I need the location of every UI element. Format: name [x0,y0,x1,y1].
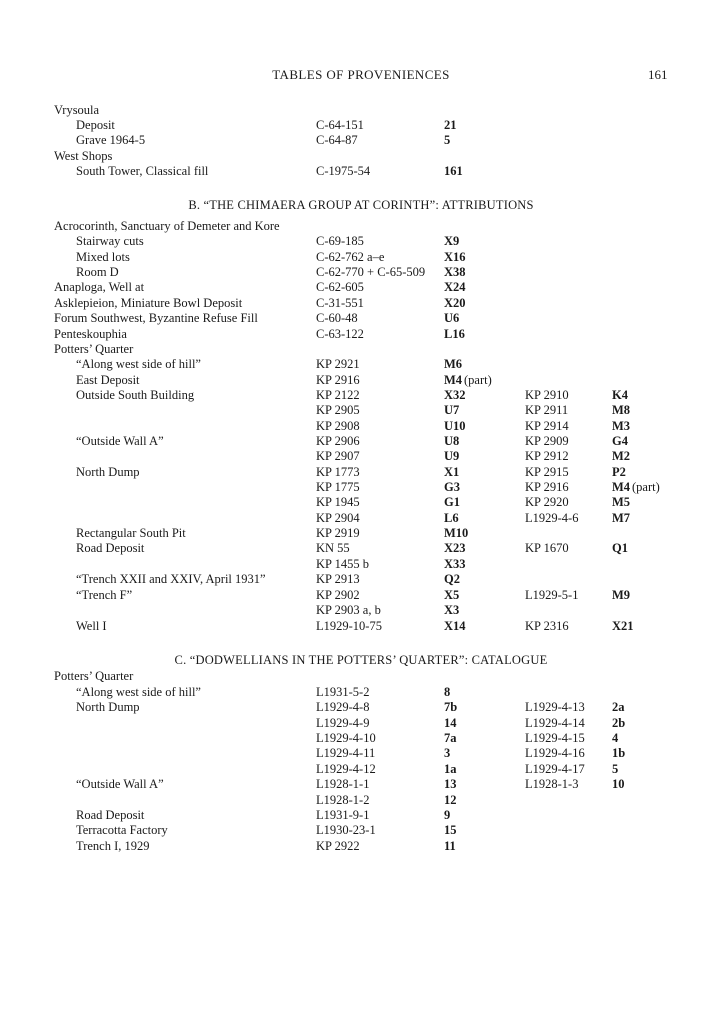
provenience-label: “Along west side of hill” [76,357,201,371]
provenience-label: Acrocorinth, Sanctuary of Demeter and Kore [54,219,280,233]
catalogue-number: U8 [444,434,460,448]
provenience-label: South Tower, Classical fill [76,164,209,178]
inventory-number: KP 2903 a, b [316,603,381,617]
table-row [0,234,722,250]
catalogue-number: X20 [444,296,466,310]
table-row [0,823,722,839]
catalogue-number: M4 [444,373,463,387]
inventory-number-2: KP 2920 [525,495,569,509]
catalogue-number-2: M2 [612,449,631,463]
catalogue-number: X1 [444,465,460,479]
table-row [0,839,722,855]
table-row [0,133,722,149]
catalogue-number-2: M9 [612,588,631,602]
table-row [0,669,722,685]
inventory-number: L1929-4-8 [316,700,370,714]
section-b-heading: B. “THE CHIMAERA GROUP AT CORINTH”: ATTRIBUTIONS [188,198,534,212]
provenience-label: North Dump [76,700,140,714]
table-row [0,480,722,496]
provenience-label: Road Deposit [76,541,145,555]
inventory-number-2: L1929-4-13 [525,700,585,714]
inventory-number-2: L1929-4-15 [525,731,585,745]
inventory-number: L1929-4-9 [316,716,370,730]
catalogue-number: 5 [444,133,451,147]
catalogue-number: 13 [444,777,457,791]
catalogue-number: X14 [444,619,466,633]
provenience-label: “Trench F” [76,588,133,602]
table-row [0,449,722,465]
catalogue-number-2: 10 [612,777,625,791]
inventory-number: KP 1455 b [316,557,370,571]
inventory-number: C-62-770 + C-65-509 [316,265,426,279]
catalogue-number: 1a [444,762,457,776]
provenience-label: Trench I, 1929 [76,839,150,853]
table-row [0,219,722,235]
provenience-label: Anaploga, Well at [54,280,145,294]
table-row [0,388,722,404]
table-row [0,511,722,527]
part-note: (part) [464,373,492,387]
catalogue-number-2: M4 [612,480,631,494]
table-row [0,588,722,604]
inventory-number: C-69-185 [316,234,364,248]
inventory-number: C-60-48 [316,311,358,325]
inventory-number-2: KP 2912 [525,449,569,463]
provenience-label: Potters’ Quarter [54,342,134,356]
inventory-number: KP 1945 [316,495,360,509]
inventory-number-2: L1929-4-16 [525,746,585,760]
provenience-label: Terracotta Factory [76,823,168,837]
inventory-number: KP 2905 [316,403,360,417]
catalogue-number: 21 [444,118,457,132]
table-row [0,103,722,119]
table-row [0,746,722,762]
inventory-number-2: KP 2915 [525,465,569,479]
catalogue-number-2: Q1 [612,541,628,555]
table-row [0,731,722,747]
catalogue-number-2: M7 [612,511,631,525]
table-row [0,603,722,619]
section-c-heading: C. “DODWELLIANS IN THE POTTERS’ QUARTER”: CATALOGUE [174,653,548,667]
catalogue-number: U7 [444,403,460,417]
catalogue-number: 3 [444,746,451,760]
inventory-number: KP 2906 [316,434,360,448]
provenience-label: Room D [76,265,119,279]
inventory-number-2: L1929-5-1 [525,588,579,602]
inventory-number: KP 2908 [316,419,360,433]
table-row [0,164,722,180]
inventory-number: KP 2919 [316,526,360,540]
catalogue-number: X24 [444,280,466,294]
catalogue-number: 7a [444,731,457,745]
provenience-label: Well I [76,619,107,633]
table-row [0,762,722,778]
table-row [0,342,722,358]
inventory-number: L1929-4-12 [316,762,376,776]
catalogue-number: L6 [444,511,459,525]
inventory-number: C-64-151 [316,118,364,132]
table-row [0,118,722,134]
catalogue-number: X5 [444,588,460,602]
table-row [0,619,722,635]
catalogue-number: X38 [444,265,466,279]
catalogue-number: 14 [444,716,457,730]
inventory-number-2: KP 2909 [525,434,569,448]
catalogue-number: X23 [444,541,466,555]
table-row [0,557,722,573]
table-row [0,685,722,701]
inventory-number: KP 2916 [316,373,360,387]
table-row [0,434,722,450]
table-row [0,526,722,542]
provenience-label: Outside South Building [76,388,195,402]
inventory-number-2: KP 2316 [525,619,569,633]
catalogue-number-2: 4 [612,731,619,745]
table-row [0,495,722,511]
catalogue-number-2: K4 [612,388,628,402]
catalogue-number: 11 [444,839,456,853]
catalogue-number: 7b [444,700,458,714]
inventory-number: KP 1773 [316,465,360,479]
inventory-number: L1931-9-1 [316,808,370,822]
provenience-label: Mixed lots [76,250,130,264]
inventory-number: KN 55 [316,541,350,555]
catalogue-number-2: 2b [612,716,626,730]
catalogue-number: Q2 [444,572,460,586]
inventory-number-2: KP 2910 [525,388,569,402]
inventory-number: C-62-605 [316,280,364,294]
table-row [0,149,722,165]
catalogue-number: U10 [444,419,466,433]
catalogue-number-2: G4 [612,434,628,448]
catalogue-number-2: M3 [612,419,631,433]
inventory-number: L1929-4-10 [316,731,376,745]
provenience-label: Vrysoula [54,103,100,117]
inventory-number: KP 2921 [316,357,360,371]
table-row [0,419,722,435]
catalogue-number-2: M5 [612,495,631,509]
inventory-number: L1928-1-2 [316,793,370,807]
catalogue-number: 9 [444,808,451,822]
inventory-number: L1928-1-1 [316,777,370,791]
provenience-label: Grave 1964-5 [76,133,146,147]
table-row [0,541,722,557]
inventory-number: KP 2913 [316,572,360,586]
catalogue-number: X32 [444,388,466,402]
inventory-number: KP 2922 [316,839,360,853]
catalogue-number: G1 [444,495,460,509]
inventory-number: L1929-4-11 [316,746,376,760]
table-row [0,793,722,809]
table-row [0,808,722,824]
inventory-number: KP 2122 [316,388,360,402]
catalogue-number: X33 [444,557,466,571]
inventory-number: C-64-87 [316,133,358,147]
provenience-label: “Trench XXII and XXIV, April 1931” [76,572,266,586]
catalogue-number: U6 [444,311,460,325]
table-row [0,296,722,312]
provenience-label: Road Deposit [76,808,145,822]
inventory-number: KP 2904 [316,511,360,525]
table-row [0,250,722,266]
provenience-label: East Deposit [76,373,140,387]
running-header-title: TABLES OF PROVENIENCES [272,67,450,82]
catalogue-number: M6 [444,357,463,371]
table-row [0,403,722,419]
catalogue-number: M10 [444,526,469,540]
inventory-number: KP 2907 [316,449,360,463]
table-row [0,373,722,389]
provenience-label: Deposit [76,118,115,132]
catalogue-number-2: M8 [612,403,631,417]
catalogue-number: 12 [444,793,457,807]
inventory-number-2: L1929-4-6 [525,511,579,525]
provenience-label: North Dump [76,465,140,479]
catalogue-number-2: P2 [612,465,626,479]
table-row [0,280,722,296]
catalogue-number: U9 [444,449,460,463]
inventory-number: C-1975-54 [316,164,371,178]
inventory-number: C-31-551 [316,296,364,310]
provenience-label: Penteskouphia [54,327,127,341]
inventory-number: L1929-10-75 [316,619,382,633]
inventory-number-2: L1928-1-3 [525,777,579,791]
catalogue-number-2: 5 [612,762,619,776]
catalogue-number: 161 [444,164,463,178]
inventory-number-2: KP 2911 [525,403,569,417]
catalogue-number: X3 [444,603,460,617]
catalogue-number: L16 [444,327,465,341]
provenience-label: Forum Southwest, Byzantine Refuse Fill [54,311,258,325]
table-row [0,465,722,481]
provenience-label: West Shops [54,149,113,163]
inventory-number: C-63-122 [316,327,364,341]
provenience-label: Asklepieion, Miniature Bowl Deposit [54,296,243,310]
inventory-number-2: L1929-4-14 [525,716,585,730]
inventory-number: KP 1775 [316,480,360,494]
inventory-number-2: KP 2916 [525,480,569,494]
catalogue-number: 8 [444,685,451,699]
table-row [0,265,722,281]
table-row [0,572,722,588]
table-row [0,327,722,343]
provenience-label: Stairway cuts [76,234,144,248]
provenience-label: Rectangular South Pit [76,526,186,540]
inventory-number-2: KP 1670 [525,541,569,555]
provenience-label: Potters’ Quarter [54,669,134,683]
catalogue-number-2: 1b [612,746,626,760]
catalogue-number: X16 [444,250,466,264]
inventory-number: KP 2902 [316,588,360,602]
provenience-label: “Outside Wall A” [76,434,164,448]
catalogue-number: G3 [444,480,460,494]
part-note: (part) [632,480,660,494]
catalogue-number-2: 2a [612,700,625,714]
inventory-number: L1930-23-1 [316,823,376,837]
table-row [0,311,722,327]
catalogue-number-2: X21 [612,619,634,633]
provenience-label: “Along west side of hill” [76,685,201,699]
table-row [0,700,722,716]
page-number: 161 [648,67,668,82]
catalogue-number: X9 [444,234,460,248]
inventory-number-2: L1929-4-17 [525,762,585,776]
table-row [0,777,722,793]
table-row [0,357,722,373]
catalogue-number: 15 [444,823,457,837]
inventory-number: C-62-762 a–e [316,250,385,264]
inventory-number: L1931-5-2 [316,685,370,699]
inventory-number-2: KP 2914 [525,419,569,433]
table-row [0,716,722,732]
provenience-label: “Outside Wall A” [76,777,164,791]
